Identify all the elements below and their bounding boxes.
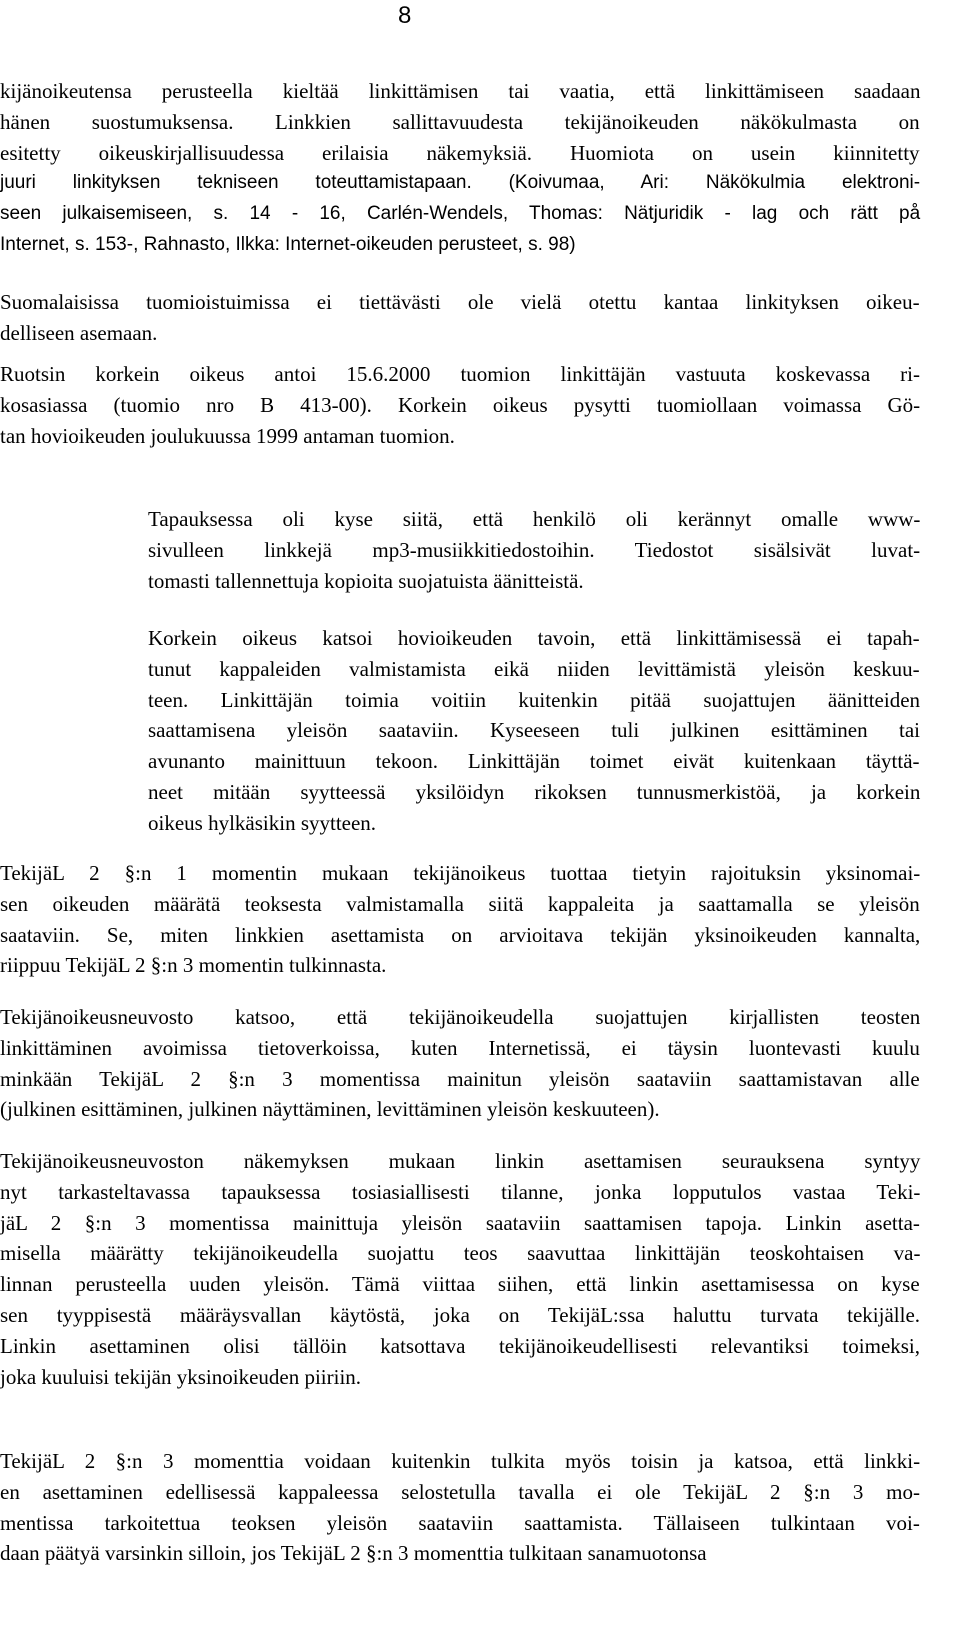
text-line: esitetty oikeuskirjallisuudessa erilaisia näkemyksiä. Huomiota on usein kiinnitetty xyxy=(0,140,920,165)
text-line: joka kuuluisi tekijän yksinoikeuden piiriin. xyxy=(0,1364,362,1389)
text-line: minkään TekijäL 2 §:n 3 momentissa mainitun yleisön saataviin saattamistavan alle xyxy=(0,1066,920,1091)
text-line: mentissa tarkoitettua teoksen yleisön saataviin saattamista. Tällaiseen tulkintaan voi- xyxy=(0,1510,920,1535)
text-line: sivulleen linkkejä mp3-musiikkitiedostoihin. Tiedostot sisälsivät luvat- xyxy=(148,537,921,562)
text-line: saataviin. Se, miten linkkien asettamista on arvioitava tekijän yksinoikeuden kannalta, xyxy=(0,922,921,947)
text-line: tomasti tallennettuja kopioita suojatuista äänitteistä. xyxy=(148,568,584,593)
text-line: saattamisena yleisön saataviin. Kyseeseen tuli julkinen esittäminen tai xyxy=(148,718,921,743)
text-line: Internet, s. 153-, Rahnasto, Ilkka: Internet-oikeuden perusteet, s. 98) xyxy=(0,234,576,255)
text-line: sen tyyppisestä määräysvallan käytöstä, joka on TekijäL:ssa haluttu turvata tekijälle. xyxy=(0,1303,921,1327)
text-line: linnan perusteella uuden yleisön. Tämä viittaa siihen, että linkin asettamisessa on kyse xyxy=(0,1272,920,1297)
text-line: daan päätyä varsinkin silloin, jos TekijäL 2 §:n 3 momenttia tulkitaan sanamuotonsa xyxy=(0,1541,707,1566)
text-line: kosasiassa (tuomio nro B 413-00). Korkein oikeus pysytti tuomiollaan voimassa Gö- xyxy=(0,392,921,417)
text-line: Korkein oikeus katsoi hovioikeuden tavoin, että linkittämisessä ei tapah- xyxy=(148,626,920,650)
text-line: tan hovioikeuden joulukuussa 1999 antaman tuomion. xyxy=(0,423,455,448)
text-line: TekijäL 2 §:n 1 momentin mukaan tekijänoikeus tuottaa tietyin rajoituksin yksinomai- xyxy=(0,861,921,885)
text-line: nyt tarkasteltavassa tapauksessa tosiasiallisesti tilanne, jonka lopputulos vastaa Teki- xyxy=(0,1179,921,1204)
text-line: delliseen asemaan. xyxy=(0,320,158,345)
text-line: linkittäminen avoimissa tietoverkoissa, kuten Internetissä, ei täysin luontevasti kuulu xyxy=(0,1035,920,1060)
text-line: Tekijänoikeusneuvoston näkemyksen mukaan linkin asettamisen seurauksena syntyy xyxy=(0,1149,921,1173)
text-line: kijänoikeutensa perusteella kieltää linkittämisen tai vaatia, että linkittämiseen saadaan xyxy=(0,79,921,103)
text-line: seen julkaisemiseen, s. 14 - 16, Carlén-Wendels, Thomas: Nätjuridik - lag och rätt på xyxy=(0,203,921,225)
text-line: Tekijänoikeusneuvosto katsoo, että tekijänoikeudella suojattujen kirjallisten teosten xyxy=(0,1005,921,1029)
text-line: tunut kappaleiden valmistamista eikä niiden levittämistä yleisön keskuu- xyxy=(148,656,920,681)
text-line: Linkin asettaminen olisi tällöin katsottava tekijänoikeudellisesti relevantiksi toimeksi, xyxy=(0,1333,921,1358)
text-line: hänen suostumuksensa. Linkkien sallittavuudesta tekijänoikeuden näkökulmasta on xyxy=(0,109,920,134)
text-line: juuri linkityksen tekniseen toteuttamistapaan. (Koivumaa, Ari: Näkökulmia elektroni- xyxy=(0,172,921,194)
text-line: sen oikeuden määrätä teoksesta valmistamalla siitä kappaleita ja saattamalla se yleisön xyxy=(0,891,920,916)
text-line: TekijäL 2 §:n 3 momenttia voidaan kuitenkin tulkita myös toisin ja katsoa, että linkki- xyxy=(0,1449,921,1473)
text-line: riippuu TekijäL 2 §:n 3 momentin tulkinnasta. xyxy=(0,953,387,978)
text-line: en asettaminen edellisessä kappaleessa selostetulla tavalla ei ole TekijäL 2 §:n 3 mo- xyxy=(0,1479,920,1504)
text-line: teen. Linkittäjän toimia voitiin kuitenkin pitää suojattujen äänitteiden xyxy=(148,687,921,712)
text-line: neet mitään syytteessä yksilöidyn rikoksen tunnusmerkistöä, ja korkein xyxy=(148,780,921,804)
text-line: Suomalaisissa tuomioistuimissa ei tiettävästi ole vielä otettu kantaa linkityksen oikeu- xyxy=(0,290,920,314)
text-line: Ruotsin korkein oikeus antoi 15.6.2000 tuomion linkittäjän vastuuta koskevassa ri- xyxy=(0,362,920,386)
text-line: jäL 2 §:n 3 momentissa mainittuja yleisön saataviin saattamisen tapoja. Linkin asetta- xyxy=(0,1210,920,1235)
text-line: Tapauksessa oli kyse siitä, että henkilö oli kerännyt omalle www- xyxy=(148,507,921,531)
page-number: 8 xyxy=(398,2,412,29)
text-line: avunanto mainittuun tekoon. Linkittäjän toimet eivät kuitenkaan täyttä- xyxy=(148,749,920,774)
text-line: (julkinen esittäminen, julkinen näyttäminen, levittäminen yleisön keskuuteen). xyxy=(0,1097,660,1122)
text-line: oikeus hylkäsikin syytteen. xyxy=(148,810,377,835)
text-line: misella määrätty tekijänoikeudella suojattu teos saavuttaa linkittäjän teoskohtaisen va- xyxy=(0,1241,921,1266)
